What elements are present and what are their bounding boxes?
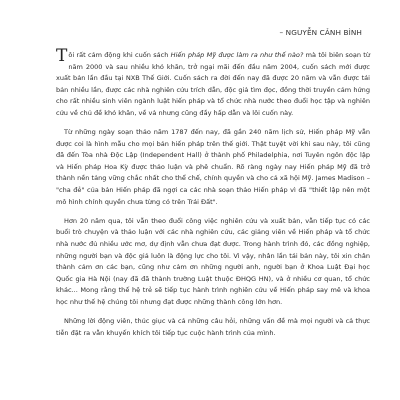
paragraph-1-text-b: mà tôi biên soạn từ năm 2000 và sau nhiều khó khăn, trở ngại mãi đến đầu năm 2004, cuốn sách mới được xuất bản lần đầu tại NXB Thế Giới. Cuốn sách ra đời đến nay đã được 20 năm và vẫn được tái bản nhiều lần, được các nhà nghiên cứu trích dẫn, độc giả tìm đọc, đồng thời truyền cảm hứng cho rất nhiều sinh viên ngành luật hiến pháp và tổ chức nhà nước theo đuổi học tập và nghiên cứu về chủ đề khó khăn, về vả nhưng cũng đầy hấp dẫn và lôi cuốn này. bbox=[56, 51, 370, 117]
page-body bbox=[56, 46, 370, 347]
author-signature: – NGUYỄN CẢNH BÌNH bbox=[279, 28, 362, 37]
paragraph-3: Hơn 20 năm qua, tôi vẫn theo đuổi công việc nghiên cứu và xuất bản, vẫn tiếp tục có các buổi trò chuyện và thảo luận với các nhà nghiên cứu, các giảng viên về Hiến pháp và tổ chức nhà nước đủ nhiều ước mơ, dự định vẫn chưa đạt được. Trong hành trình đó, các đồng nghiệp, những người bạn và độc giả luôn là động lực cho tôi. Vì vậy, nhân lần tái bản này, tôi xin chân thành cảm ơn các bạn, cũng như cảm ơn những người anh, người bạn ở Khoa Luật Đại học Quốc gia Hà Nội (nay đã đã thành trường Luật thuộc ĐHQG HN), và ở nhiều cơ quan, tổ chức khác... Mong rằng thế hệ trẻ sẽ tiếp tục hành trình nghiên cứu về Hiến pháp say mê và khoa học như thế hệ chúng tôi nhưng đạt được những thành công lớn hơn. bbox=[56, 216, 370, 306]
paragraph-2: Từ những ngày soạn thảo năm 1787 đến nay, đã gần 240 năm lịch sử, Hiến pháp Mỹ vẫn được coi là hình mẫu cho mọi bản hiến pháp trên thế giới. Thật tuyệt vời khi sau này, tôi cũng đã đến Tòa nhà Độc Lập (Independent Hall) ở thành phố Philadelphia, nơi Tuyên ngôn độc lập và Hiến pháp Hoa Kỳ được thảo luận và phê chuẩn. Rõ ràng ngày nay Hiến pháp Mỹ đã trở thành nền tảng vững chắc nhất cho thể chế, chính quyền và cho cả xã hội Mỹ. James Madison – "cha đẻ" của bản Hiến pháp đã ngợi ca các nhà soạn thảo Hiến pháp vì đã "thiết lập nên một mô hình chính quyền chưa từng có trên Trái Đất". bbox=[56, 128, 370, 206]
paragraph-1 bbox=[56, 46, 370, 120]
drop-cap: T bbox=[56, 46, 68, 66]
paragraph-4: Những lời động viên, thúc giục và cả những câu hỏi, những vấn đề mà mọi người và cả thực tiễn đặt ra vẫn khuyến khích tôi tiếp tục cuộc hành trình của mình. bbox=[56, 316, 370, 337]
book-title-italic: Hiến pháp Mỹ được làm ra như thế nào? bbox=[170, 51, 304, 59]
paragraph-1-text-a: ôi rất cảm động khi cuốn sách bbox=[68, 51, 171, 59]
